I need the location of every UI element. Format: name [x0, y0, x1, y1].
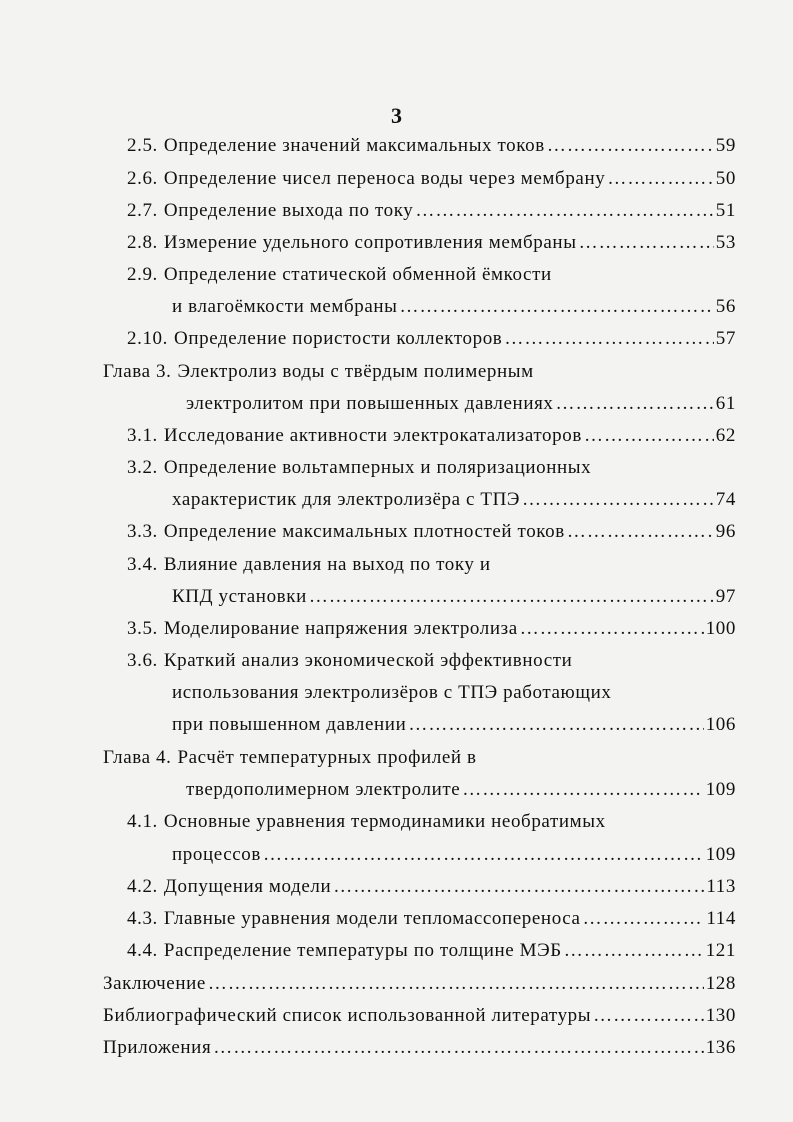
- section-title: Определение выхода по току: [163, 200, 414, 221]
- toc-chapter-3-cont: [186, 390, 736, 418]
- section-title: Определение вольтамперных и поляризационных: [163, 457, 592, 478]
- page-reference: 62: [715, 425, 736, 446]
- section-number: 4.2.: [127, 876, 158, 897]
- chapter-title: Расчёт температурных профилей в: [177, 747, 477, 768]
- toc-entry-4-1-cont: [172, 841, 736, 869]
- section-title: Определение пористости коллекторов: [174, 328, 503, 349]
- toc-entry-2-9: [127, 261, 552, 289]
- section-number: 2.5.: [127, 135, 158, 156]
- toc-entry-3-5: [127, 615, 736, 643]
- toc-entry-bibliography: [103, 1002, 736, 1030]
- section-title: Главные уравнения модели тепломассопереноса: [163, 908, 581, 929]
- section-title-cont: КПД установки: [172, 586, 307, 607]
- dot-leader: [567, 518, 714, 546]
- section-title-cont: процессов: [172, 844, 261, 865]
- section-number: 4.3.: [127, 908, 158, 929]
- page-reference: 136: [705, 1037, 736, 1058]
- section-number: 3.6.: [127, 650, 158, 671]
- dot-leader: [309, 583, 714, 611]
- section-title: Допущения модели: [163, 876, 332, 897]
- dot-leader: [607, 165, 713, 193]
- toc-entry-3-1: [127, 422, 736, 450]
- section-number: 3.2.: [127, 457, 158, 478]
- section-number: 2.10.: [127, 328, 168, 349]
- section-title-cont: использования электролизёров с ТПЭ работающих: [172, 682, 612, 703]
- section-title: Определение значений максимальных токов: [163, 135, 545, 156]
- section-title: Моделирование напряжения электролиза: [163, 618, 518, 639]
- toc-entry-4-4: [127, 937, 736, 965]
- page-reference: 130: [705, 1005, 736, 1026]
- toc-entry-3-6: [127, 647, 572, 675]
- dot-leader: [522, 486, 714, 514]
- toc-entry-3-2: [127, 454, 591, 482]
- page-reference: 100: [705, 618, 736, 639]
- chapter-number: Глава 4.: [103, 747, 172, 768]
- section-title-cont: и влагоёмкости мембраны: [172, 296, 398, 317]
- section-number: 3.4.: [127, 554, 158, 575]
- page-reference: 57: [715, 328, 736, 349]
- section-number: 3.1.: [127, 425, 158, 446]
- toc-entry-4-1: [127, 808, 606, 836]
- dot-leader: [579, 229, 714, 257]
- page-reference: 106: [705, 714, 736, 735]
- page-number: 3: [391, 103, 402, 128]
- section-number: 2.6.: [127, 168, 158, 189]
- entry-title: Библиографический список использованной литературы: [103, 1005, 592, 1026]
- dot-leader: [462, 776, 703, 804]
- toc-entry-4-3: [127, 905, 736, 933]
- page-reference: 59: [715, 135, 736, 156]
- dot-leader: [208, 970, 704, 998]
- toc-entry-3-4-cont: [172, 583, 736, 611]
- page-reference: 121: [705, 940, 736, 961]
- section-title: Краткий анализ экономической эффективности: [163, 650, 573, 671]
- section-number: 2.8.: [127, 232, 158, 253]
- section-title: Измерение удельного сопротивления мембраны: [163, 232, 577, 253]
- section-title: Распределение температуры по толщине МЭБ: [163, 940, 562, 961]
- entry-title: Приложения: [103, 1037, 212, 1058]
- dot-leader: [415, 197, 713, 225]
- toc-entry-2-6: [127, 165, 736, 193]
- chapter-title-cont: твердополимерном электролите: [186, 779, 461, 800]
- section-title: Влияние давления на выход по току и: [163, 554, 491, 575]
- page-reference: 74: [715, 489, 736, 510]
- dot-leader: [564, 937, 704, 965]
- toc-entry-2-7: [127, 197, 736, 225]
- toc-entry-3-3: [127, 518, 736, 546]
- section-number: 2.9.: [127, 264, 158, 285]
- dot-leader: [520, 615, 704, 643]
- section-title: Определение статической обменной ёмкости: [163, 264, 552, 285]
- page-reference: 114: [706, 908, 736, 929]
- entry-title: Заключение: [103, 973, 206, 994]
- toc-entry-conclusion: [103, 970, 736, 998]
- toc-entry-appendices: [103, 1034, 736, 1062]
- dot-leader: [333, 873, 704, 901]
- chapter-title: Электролиз воды с твёрдым полимерным: [177, 361, 534, 382]
- page-reference: 97: [715, 586, 736, 607]
- section-number: 4.4.: [127, 940, 158, 961]
- dot-leader: [213, 1034, 703, 1062]
- toc-chapter-4-cont: [186, 776, 736, 804]
- page-reference: 61: [715, 393, 736, 414]
- toc-entry-2-5: [127, 132, 736, 160]
- section-title: Определение максимальных плотностей токов: [163, 521, 565, 542]
- dot-leader: [556, 390, 714, 418]
- toc-entry-3-4: [127, 551, 491, 579]
- section-title: Основные уравнения термодинамики необратимых: [163, 811, 606, 832]
- section-number: 2.7.: [127, 200, 158, 221]
- toc-chapter-3: [103, 358, 534, 386]
- dot-leader: [400, 293, 714, 321]
- section-title-cont: характеристик для электролизёра с ТПЭ: [172, 489, 521, 510]
- toc-entry-3-6-cont2: [172, 711, 736, 739]
- page-reference: 109: [705, 844, 736, 865]
- dot-leader: [263, 841, 704, 869]
- section-title: Определение чисел переноса воды через мембрану: [163, 168, 606, 189]
- dot-leader: [504, 325, 713, 353]
- toc-entry-2-9-cont: [172, 293, 736, 321]
- dot-leader: [408, 711, 703, 739]
- section-number: 3.5.: [127, 618, 158, 639]
- page-reference: 50: [715, 168, 736, 189]
- toc-entry-2-8: [127, 229, 736, 257]
- chapter-title-cont: электролитом при повышенных давлениях: [186, 393, 554, 414]
- page-reference: 56: [715, 296, 736, 317]
- toc-entry-3-6-cont: [172, 679, 611, 707]
- toc-entry-3-2-cont: [172, 486, 736, 514]
- toc-entry-4-2: [127, 873, 736, 901]
- dot-leader: [593, 1002, 704, 1030]
- dot-leader: [583, 905, 705, 933]
- page-reference: 51: [715, 200, 736, 221]
- page-reference: 96: [715, 521, 736, 542]
- toc-entry-2-10: [127, 325, 736, 353]
- section-title: Исследование активности электрокатализаторов: [163, 425, 582, 446]
- toc-chapter-4: [103, 744, 477, 772]
- dot-leader: [547, 132, 714, 160]
- chapter-number: Глава 3.: [103, 361, 172, 382]
- section-number: 4.1.: [127, 811, 158, 832]
- page-reference: 113: [706, 876, 736, 897]
- page-reference: 109: [705, 779, 736, 800]
- section-title-cont: при повышенном давлении: [172, 714, 407, 735]
- section-number: 3.3.: [127, 521, 158, 542]
- dot-leader: [584, 422, 714, 450]
- page-reference: 53: [715, 232, 736, 253]
- page-reference: 128: [705, 973, 736, 994]
